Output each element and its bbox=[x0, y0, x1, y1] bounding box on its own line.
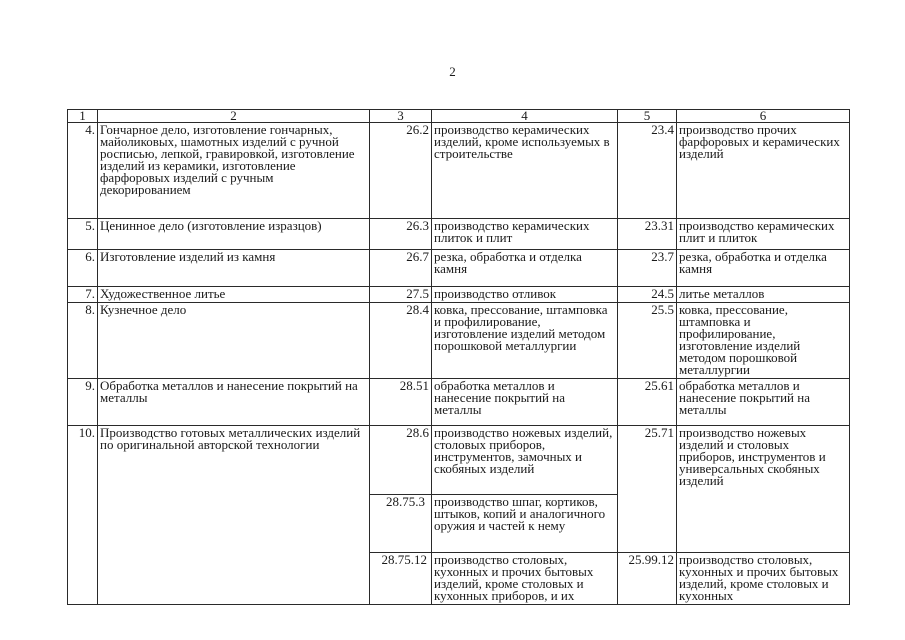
table-row bbox=[68, 426, 850, 495]
okved-old-code: 28.6 bbox=[370, 426, 432, 495]
okved-old-description: производство керамических изделий, кроме используемых в строительстве bbox=[432, 123, 618, 219]
okved-old-description: производство ножевых изделий, столовых приборов, инструментов, замочных и скобяных изделий bbox=[432, 426, 618, 495]
row-number: 9. bbox=[68, 379, 98, 426]
row-number: 10. bbox=[68, 426, 98, 605]
table-row bbox=[68, 123, 850, 219]
okved-old-description: ковка, прессование, штамповка и профилирование, изготовление изделий методом порошковой металлургии bbox=[432, 303, 618, 379]
okved-new-description: обработка металлов и нанесение покрытий на металлы bbox=[677, 379, 850, 426]
craft-name: Кузнечное дело bbox=[98, 303, 370, 379]
okved-old-code: 28.75.3 bbox=[370, 495, 432, 553]
okved-new-description: литье металлов bbox=[677, 287, 850, 303]
okved-new-code: 23.4 bbox=[618, 123, 677, 219]
okved-old-description: производство столовых, кухонных и прочих бытовых изделий, кроме столовых и кухонных приборов, и их bbox=[432, 553, 618, 605]
okved-new-description: производство ножевых изделий и столовых приборов, инструментов и универсальных скобяных изделий bbox=[677, 426, 850, 553]
okved-new-description: ковка, прессование, штамповка и профилирование, изготовление изделий методом порошковой металлургии bbox=[677, 303, 850, 379]
table-header-row bbox=[68, 110, 850, 123]
okved-old-description: резка, обработка и отделка камня bbox=[432, 250, 618, 287]
okved-new-description: производство столовых, кухонных и прочих бытовых изделий, кроме столовых и кухонных bbox=[677, 553, 850, 605]
okved-new-description: резка, обработка и отделка камня bbox=[677, 250, 850, 287]
table-row bbox=[68, 250, 850, 287]
okved-new-code: 25.5 bbox=[618, 303, 677, 379]
craft-name: Обработка металлов и нанесение покрытий на металлы bbox=[98, 379, 370, 426]
craft-name: Изготовление изделий из камня bbox=[98, 250, 370, 287]
crafts-table bbox=[67, 109, 850, 605]
okved-old-code: 28.51 bbox=[370, 379, 432, 426]
okved-old-description: производство керамических плиток и плит bbox=[432, 219, 618, 250]
row-number: 8. bbox=[68, 303, 98, 379]
table-row bbox=[68, 219, 850, 250]
okved-old-code: 26.2 bbox=[370, 123, 432, 219]
okved-new-code: 23.7 bbox=[618, 250, 677, 287]
page-number: 2 bbox=[449, 64, 456, 79]
okved-old-code: 26.3 bbox=[370, 219, 432, 250]
okved-new-code: 25.99.12 bbox=[618, 553, 677, 605]
craft-name: Гончарное дело, изготовление гончарных, майоликовых, шамотных изделий с ручной росписью, лепкой, гравировкой, изготовление изделий из керамики, изготовление фарфоровых изделий с ручным декорированием bbox=[98, 123, 370, 219]
okved-old-code: 28.4 bbox=[370, 303, 432, 379]
okved-new-description: производство керамических плит и плиток bbox=[677, 219, 850, 250]
column-number-header: 2 bbox=[98, 110, 370, 123]
okved-new-code: 25.61 bbox=[618, 379, 677, 426]
okved-old-code: 28.75.12 bbox=[370, 553, 432, 605]
table-row bbox=[68, 303, 850, 379]
craft-name: Производство готовых металлических изделий по оригинальной авторской технологии bbox=[98, 426, 370, 605]
row-number: 7. bbox=[68, 287, 98, 303]
row-number: 4. bbox=[68, 123, 98, 219]
row-number: 6. bbox=[68, 250, 98, 287]
column-number-header: 3 bbox=[370, 110, 432, 123]
table-row bbox=[68, 287, 850, 303]
okved-old-code: 27.5 bbox=[370, 287, 432, 303]
okved-new-description: производство прочих фарфоровых и керамических изделий bbox=[677, 123, 850, 219]
column-number-header: 6 bbox=[677, 110, 850, 123]
row-number: 5. bbox=[68, 219, 98, 250]
okved-new-code: 23.31 bbox=[618, 219, 677, 250]
okved-new-code: 25.71 bbox=[618, 426, 677, 553]
okved-old-description: производство отливок bbox=[432, 287, 618, 303]
craft-name: Ценинное дело (изготовление изразцов) bbox=[98, 219, 370, 250]
okved-new-code: 24.5 bbox=[618, 287, 677, 303]
okved-old-code: 26.7 bbox=[370, 250, 432, 287]
okved-old-description: обработка металлов и нанесение покрытий на металлы bbox=[432, 379, 618, 426]
okved-old-description: производство шпаг, кортиков, штыков, копий и аналогичного оружия и частей к нему bbox=[432, 495, 618, 553]
column-number-header: 4 bbox=[432, 110, 618, 123]
craft-name: Художественное литье bbox=[98, 287, 370, 303]
column-number-header: 5 bbox=[618, 110, 677, 123]
column-number-header: 1 bbox=[68, 110, 98, 123]
table-row bbox=[68, 379, 850, 426]
